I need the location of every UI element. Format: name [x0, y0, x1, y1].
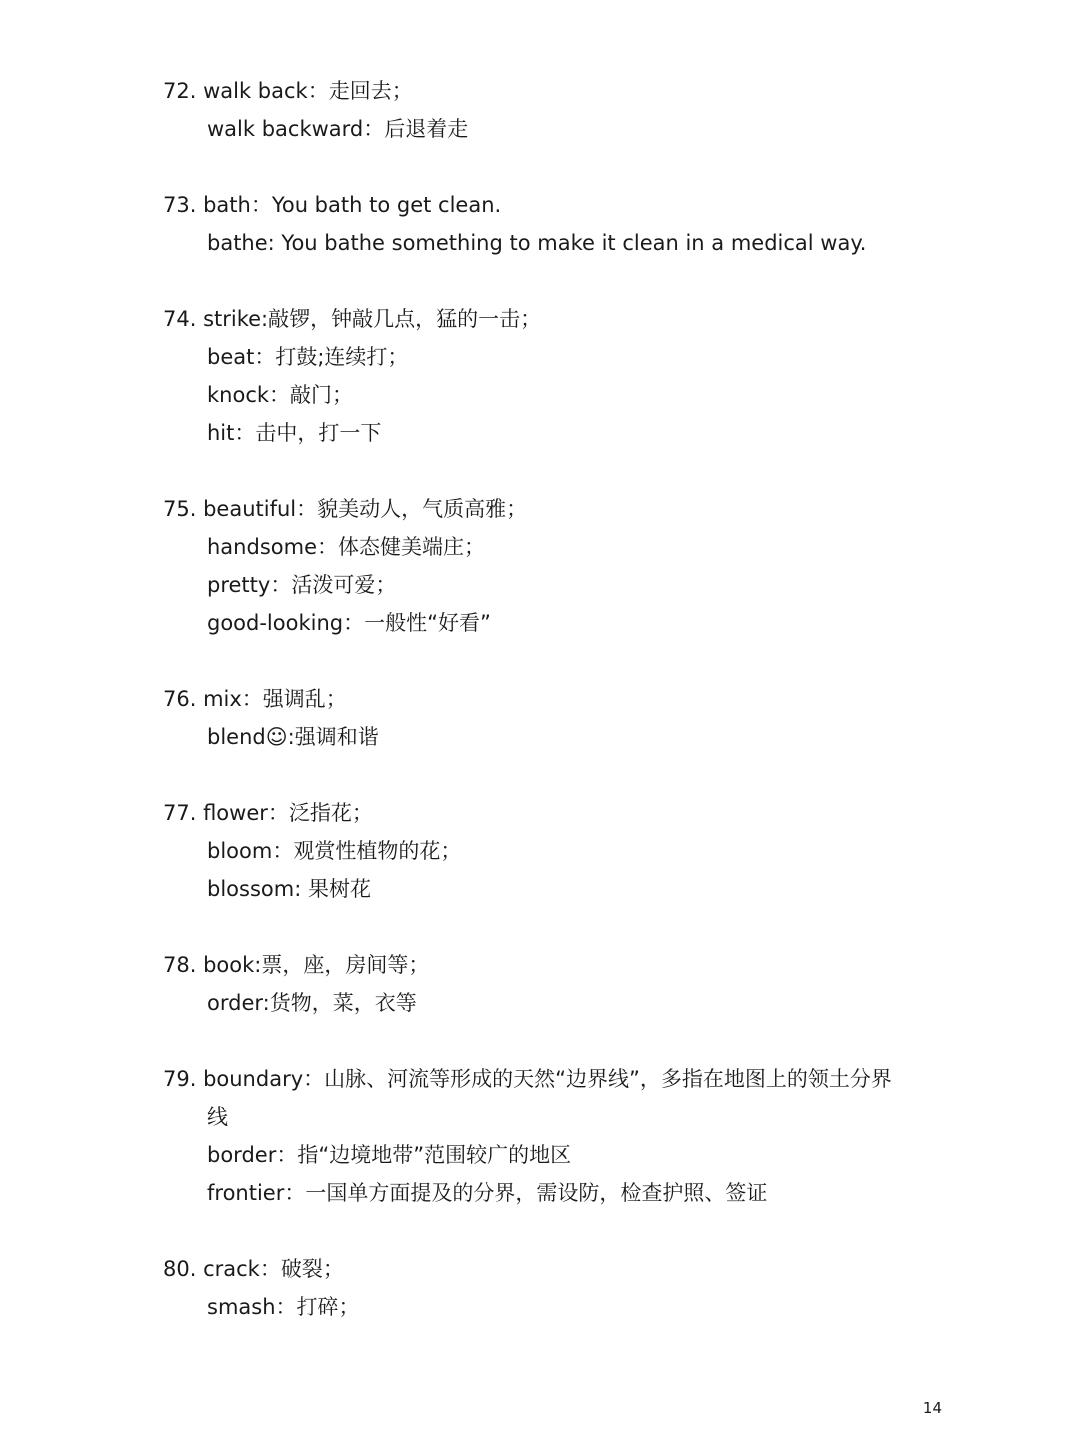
entry-headword-line: 75. beautiful：貌美动人，气质高雅； — [163, 497, 528, 521]
entry-sub-line: bathe: You bathe something to make it clean in a medical way. — [207, 231, 867, 255]
entry-headword-line: 78. book:票，座，房间等； — [163, 953, 430, 977]
entry-headword-line: 76. mix：强调乱； — [163, 687, 347, 711]
entry-sub-line: pretty：活泼可爱； — [207, 573, 397, 597]
entry-headword-line: 74. strike:敲锣，钟敲几点，猛的一击； — [163, 307, 542, 331]
page-number: 14 — [922, 1399, 942, 1417]
entry-sub-line: handsome：体态健美端庄； — [207, 535, 485, 559]
entry-sub-line: hit：击中，打一下 — [207, 421, 382, 445]
entry-headword-line: 80. crack：破裂； — [163, 1257, 344, 1281]
entry-72 — [163, 72, 963, 148]
entry-sub-line: order:货物，菜，衣等 — [207, 991, 417, 1015]
entry-sub-line: smash：打碎； — [207, 1295, 360, 1319]
vocabulary-list — [163, 72, 963, 1364]
entry-sub-line: border：指“边境地带”范围较广的地区 — [207, 1143, 572, 1167]
entry-wrap-continuation: 线 — [207, 1105, 228, 1129]
entry-sub-line: blossom: 果树花 — [207, 877, 371, 901]
entry-80 — [163, 1250, 963, 1326]
entry-headword-line: 72. walk back：走回去； — [163, 79, 413, 103]
entry-headword-line: 73. bath：You bath to get clean. — [163, 193, 502, 217]
entry-79 — [163, 1060, 963, 1212]
entry-sub-line: frontier：一国单方面提及的分界，需设防，检查护照、签证 — [207, 1181, 768, 1205]
entry-sub-line: blend☺:强调和谐 — [207, 725, 379, 749]
entry-sub-line: walk backward：后退着走 — [207, 117, 469, 141]
entry-76 — [163, 680, 963, 756]
entry-sub-line: knock：敲门； — [207, 383, 354, 407]
entry-sub-line: beat：打鼓;连续打； — [207, 345, 409, 369]
entry-sub-line: good-looking：一般性“好看” — [207, 611, 491, 635]
entry-74 — [163, 300, 963, 452]
entry-75 — [163, 490, 963, 642]
entry-78 — [163, 946, 963, 1022]
entry-sub-line: bloom：观赏性植物的花； — [207, 839, 462, 863]
entry-73 — [163, 186, 963, 262]
entry-headword-line: 77. flower：泛指花； — [163, 801, 373, 825]
entry-headword-line: 79. boundary：山脉、河流等形成的天然“边界线”，多指在地图上的领土分界 — [163, 1067, 892, 1091]
entry-77 — [163, 794, 963, 908]
